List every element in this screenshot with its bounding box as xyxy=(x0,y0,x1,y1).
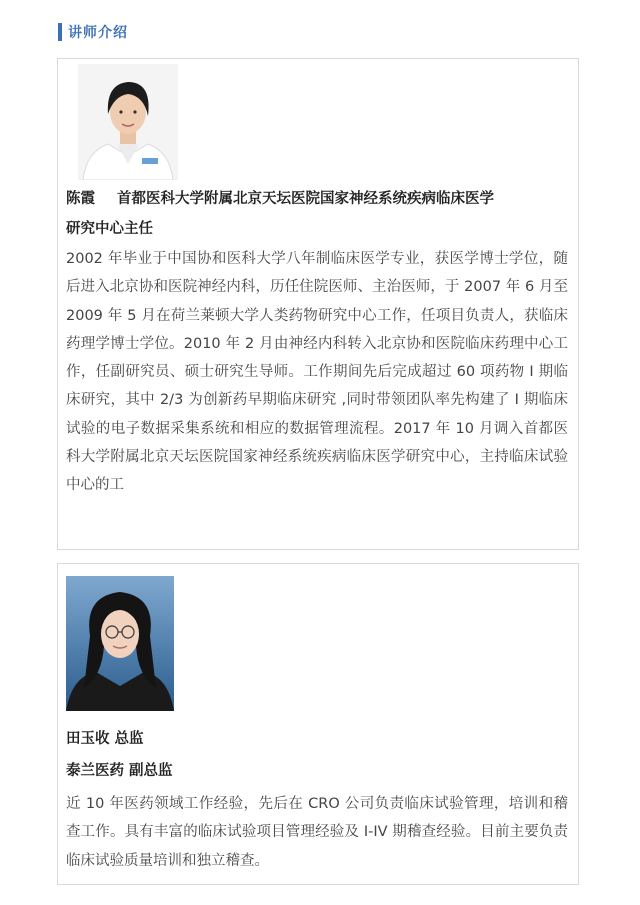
lecturer-photo-1 xyxy=(78,64,178,180)
lecturer-1-name-title xyxy=(66,185,568,213)
section-header xyxy=(58,22,128,42)
lecturer-card-1 xyxy=(57,58,579,550)
lecturer-1-name: 陈霞 xyxy=(66,191,95,207)
lecturer-1-title-line1: 首都医科大学附属北京天坛医院国家神经系统疾病临床医学 xyxy=(117,191,494,207)
lecturer-2-name-title: 田玉收 总监 xyxy=(66,731,144,747)
lecturer-photo-2 xyxy=(66,576,174,711)
lecturer-2-bio: 近 10 年医药领域工作经验，先后在 CRO 公司负责临床试验管理，培训和稽查工作。具有丰富的临床试验项目管理经验及 I-IV 期稽查经验。目前主要负责临床试验质量培训和独立稽查。 xyxy=(66,796,568,869)
lecturer-2-org-title: 泰兰医药 副总监 xyxy=(66,763,173,779)
lecturer-card-2 xyxy=(57,563,579,885)
section-title: 讲师介绍 xyxy=(68,25,128,41)
lecturer-1-bio: 2002 年毕业于中国协和医科大学八年制临床医学专业，获医学博士学位，随后进入北京协和医院神经内科，历任住院医师、主治医师，于 2007 年 6 月至 2009 年 5 月在荷兰莱顿大学人类药物研究中心工作，任项目负责人，获临床药理学博士学位。2010 年 2 月由神经内科转入北京协和医院临床药理中心工作，任副研究员、硕士研究生导师。工作期间先后完成超过 60 项药物 I 期临床研究，其中 2/3 为创新药早期临床研究 ,同时带领团队率先构建了 I 期临床试验的电子数据采集系统和相应的数据管理流程。2017 年 10 月调入首都医科大学附属北京天坛医院国家神经系统疾病临床医学研究中心，主持临床试验中心的工 xyxy=(66,251,568,494)
lecturer-1-title-line2: 研究中心主任 xyxy=(66,221,153,237)
section-accent-bar xyxy=(58,23,62,41)
